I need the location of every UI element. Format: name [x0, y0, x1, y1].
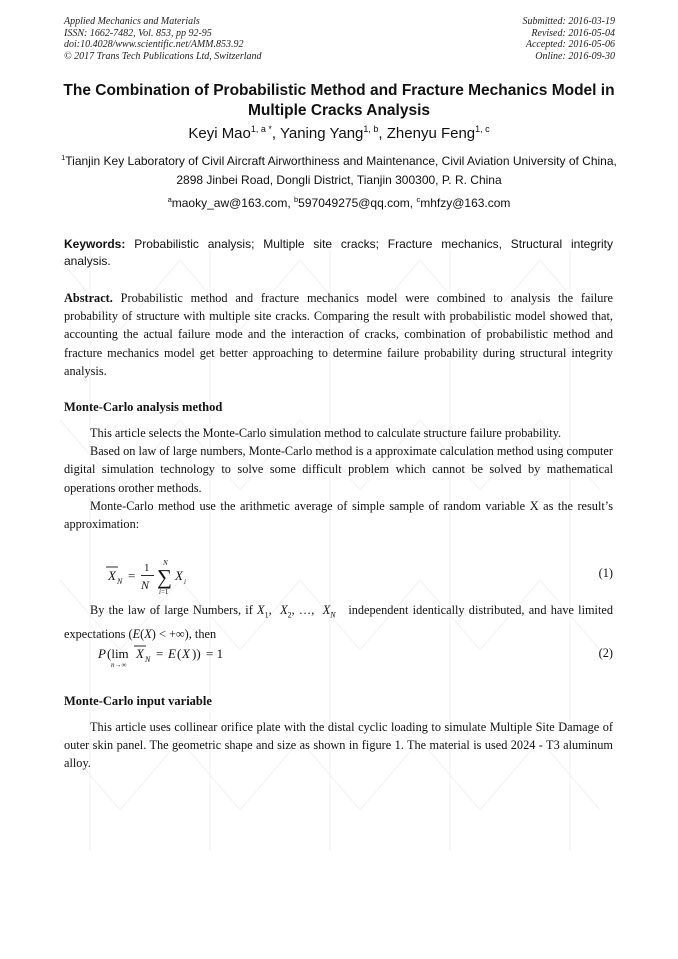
author-affiliation-mark: 1, b: [363, 124, 379, 134]
svg-text:N: N: [117, 577, 123, 586]
author-affiliation-mark: 1, c: [475, 124, 490, 134]
author-name: Zhenyu Feng: [386, 125, 476, 142]
equation-number: (2): [598, 646, 613, 660]
abstract: [64, 289, 613, 380]
svg-text:E: E: [168, 646, 176, 661]
svg-text:=: =: [156, 646, 164, 661]
submitted-date: Submitted: 2016-03-19: [522, 16, 615, 27]
svg-text:N: N: [163, 559, 168, 567]
keywords: [64, 236, 613, 270]
svg-text:N: N: [141, 578, 150, 592]
journal-name: Applied Mechanics and Materials: [64, 16, 200, 27]
svg-text:(lim: (lim: [107, 646, 129, 661]
svg-text:i=1: i=1: [159, 588, 169, 596]
email-address[interactable]: maoky_aw@163.com: [171, 196, 288, 210]
accepted-date: Accepted: 2016-05-06: [525, 39, 615, 50]
svg-text:∑: ∑: [157, 565, 172, 589]
svg-text:=: =: [128, 568, 136, 583]
svg-text:n→∞: n→∞: [111, 661, 127, 669]
email-mark: b: [294, 195, 299, 204]
equation-1: [104, 556, 224, 596]
publication-dates: [523, 16, 616, 62]
keywords-text: Probabilistic analysis; Multiple site cracks; Fracture mechanics, Structural integrity analysis.: [64, 237, 613, 268]
author-name: Yaning Yang: [279, 125, 364, 142]
svg-text:= 1: = 1: [206, 646, 224, 661]
online-date: Online: 2016-09-30: [535, 50, 615, 62]
email-mark: a: [167, 195, 172, 204]
email-address[interactable]: mhfzy@163.com: [420, 196, 511, 210]
abstract-text: Probabilistic method and fracture mechanics model were combined to analysis the failure probability of structure with multiple site cracks. Comparing the result with probabilistic model showed that, accounting the actual failure mode and the interaction of cracks, combination of probabilistic method and fracture mechanics model get better approaching to determine failure probability during structural integrity analysis.: [64, 291, 613, 378]
email-mark: c: [416, 195, 421, 204]
section-heading: Monte-Carlo input variable: [64, 694, 212, 708]
svg-text:P: P: [98, 646, 106, 661]
paragraph: Based on law of large numbers, Monte-Carlo method is a approximate calculation method using computer digital simulation technology to solve some difficult problem which cannot be solved by mathematical operations orother methods.: [64, 444, 613, 495]
svg-text:X: X: [108, 568, 116, 583]
svg-text:(: (: [177, 646, 182, 661]
email-address[interactable]: 597049275@qq.com: [298, 196, 410, 210]
copyright-line: © 2017 Trans Tech Publications Ltd, Switzerland: [64, 50, 262, 62]
paragraph: This article uses collinear orifice plate with the distal cyclic loading to simulate Multiple Site Damage of outer skin panel. The geometric shape and size as shown in figure 1. The material is used 2024 - T3 aluminum alloy.: [64, 720, 613, 771]
svg-text:N: N: [145, 655, 151, 664]
email-list: $^a$maoky_aw@163.com, $^b$597049275@qq.com, $^c$mhfzy@163.com: [167, 195, 511, 210]
svg-text:X: X: [136, 646, 144, 661]
doi-line: doi:10.4028/www.scientific.net/AMM.853.92: [64, 39, 244, 50]
text-span: By the law of large Numbers, if: [90, 603, 258, 617]
paragraph: This article selects the Monte-Carlo simulation method to calculate structure failure probability.: [90, 426, 562, 440]
svg-text:X: X: [175, 568, 183, 583]
issn-line: ISSN: 1662-7482, Vol. 853, pp 92-95: [64, 27, 212, 39]
revised-date: Revised: 2016-05-04: [531, 27, 615, 39]
svg-text:1: 1: [144, 562, 150, 574]
paper-title: The Combination of Probabilistic Method and Fracture Mechanics Model in Multiple Cracks Analysis: [63, 82, 615, 119]
text-span: ), then: [184, 626, 217, 641]
svg-text:)): )): [192, 646, 201, 661]
section-body: [64, 718, 613, 773]
svg-text:i: i: [184, 578, 186, 586]
keywords-label: Keywords:: [64, 237, 126, 251]
journal-info: [64, 16, 262, 62]
section-body: [64, 424, 613, 533]
author-affiliation-mark: 1, a *: [250, 124, 272, 134]
author-list: Keyi Mao$^{1, a *}$, Yaning Yang$^{1, b}$, Zhenyu Feng$^{1, c}$: [188, 124, 490, 142]
section-heading: Monte-Carlo analysis method: [64, 400, 223, 414]
equation-number: (1): [598, 566, 613, 580]
abstract-label: Abstract.: [64, 291, 113, 305]
equation-2: [96, 644, 266, 670]
affiliation: [60, 152, 618, 190]
text-span: independent identically distributed, and have limited expectations (: [64, 603, 613, 641]
affiliation-text: Tianjin Key Laboratory of Civil Aircraft Airworthiness and Maintenance, Civil Aviation University of China, 2898 Jinbei Road, Dongli District, Tianjin 300300, P. R. China: [65, 154, 617, 187]
affiliation-mark: 1: [61, 153, 66, 162]
svg-text:X: X: [182, 646, 190, 661]
author-name: Keyi Mao: [188, 125, 251, 142]
paragraph: Monte-Carlo method use the arithmetic average of simple sample of random variable X as the result’s approximation:: [64, 498, 613, 532]
lln-paragraph: By the law of large Numbers, if $X_1$, $X_2$, …, $X_N$ independent identically distributed, and have limited expectations (E(X) < +∞), then: [64, 603, 613, 641]
